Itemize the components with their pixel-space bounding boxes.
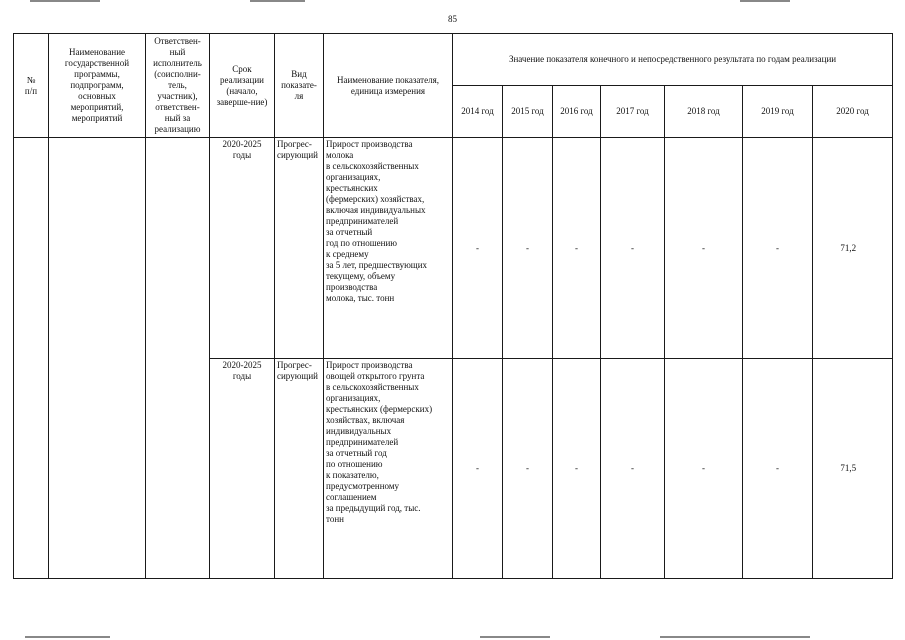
- header-year-2016: 2016 год: [553, 86, 601, 138]
- scan-edge-mark: [740, 0, 790, 2]
- header-indicator-kind: Вид показате- ля: [275, 34, 324, 138]
- row-term-cell: 2020-2025 годы: [210, 359, 275, 579]
- row-number-cell: [14, 138, 49, 579]
- value-2018: -: [665, 359, 743, 579]
- page-number: 85: [448, 14, 457, 24]
- row-term-cell: 2020-2025 годы: [210, 138, 275, 359]
- row-indicator-kind-cell: Прогрес- сирующий: [275, 359, 324, 579]
- header-indicator-name: Наименование показателя, единица измерения: [324, 34, 453, 138]
- value-2017: -: [601, 359, 665, 579]
- scan-edge-mark: [250, 0, 305, 2]
- header-executor: Ответствен- ный исполнитель (соисполни- тель, участник), ответствен- ный за реализацию: [146, 34, 210, 138]
- row-indicator-kind-cell: Прогрес- сирующий: [275, 138, 324, 359]
- scan-edge-mark: [480, 636, 550, 638]
- header-year-2014: 2014 год: [453, 86, 503, 138]
- header-year-2019: 2019 год: [743, 86, 813, 138]
- header-year-2020: 2020 год: [813, 86, 893, 138]
- value-2014: -: [453, 359, 503, 579]
- row-indicator-name-cell: Прирост производства овощей открытого грунта в сельскохозяйственных организациях, крестьянских (фермерских) хозяйствах, включая индивидуальных предпринимателей за отчетный год по отношению к показателю, предусмотренному соглашением за предыдущий год, тыс. тонн: [324, 359, 453, 579]
- scan-edge-mark: [30, 0, 100, 2]
- value-2019: -: [743, 138, 813, 359]
- value-2016: -: [553, 359, 601, 579]
- header-number: № п/п: [14, 34, 49, 138]
- value-2019: -: [743, 359, 813, 579]
- value-2020: 71,5: [813, 359, 893, 579]
- row-executor-cell: [146, 138, 210, 579]
- table-row: [14, 138, 893, 359]
- header-values-by-year: Значение показателя конечного и непосредственного результата по годам реализации: [453, 34, 893, 86]
- header-year-2018: 2018 год: [665, 86, 743, 138]
- value-2015: -: [503, 138, 553, 359]
- value-2016: -: [553, 138, 601, 359]
- scan-edge-mark: [25, 636, 110, 638]
- row-indicator-name-cell: Прирост производства молока в сельскохозяйственных организациях, крестьянских (фермерских) хозяйствах, включая индивидуальных предпринимателей за отчетный год по отношению к среднему за 5 лет, предшествующих текущему, объему производства молока, тыс. тонн: [324, 138, 453, 359]
- header-term: Срок реализации (начало, заверше-ние): [210, 34, 275, 138]
- header-program: Наименование государственной программы, подпрограмм, основных мероприятий, мероприятий: [49, 34, 146, 138]
- header-year-2017: 2017 год: [601, 86, 665, 138]
- indicators-table: [13, 33, 893, 579]
- value-2017: -: [601, 138, 665, 359]
- value-2020: 71,2: [813, 138, 893, 359]
- value-2018: -: [665, 138, 743, 359]
- header-year-2015: 2015 год: [503, 86, 553, 138]
- value-2015: -: [503, 359, 553, 579]
- value-2014: -: [453, 138, 503, 359]
- scan-edge-mark: [660, 636, 810, 638]
- row-program-cell: [49, 138, 146, 579]
